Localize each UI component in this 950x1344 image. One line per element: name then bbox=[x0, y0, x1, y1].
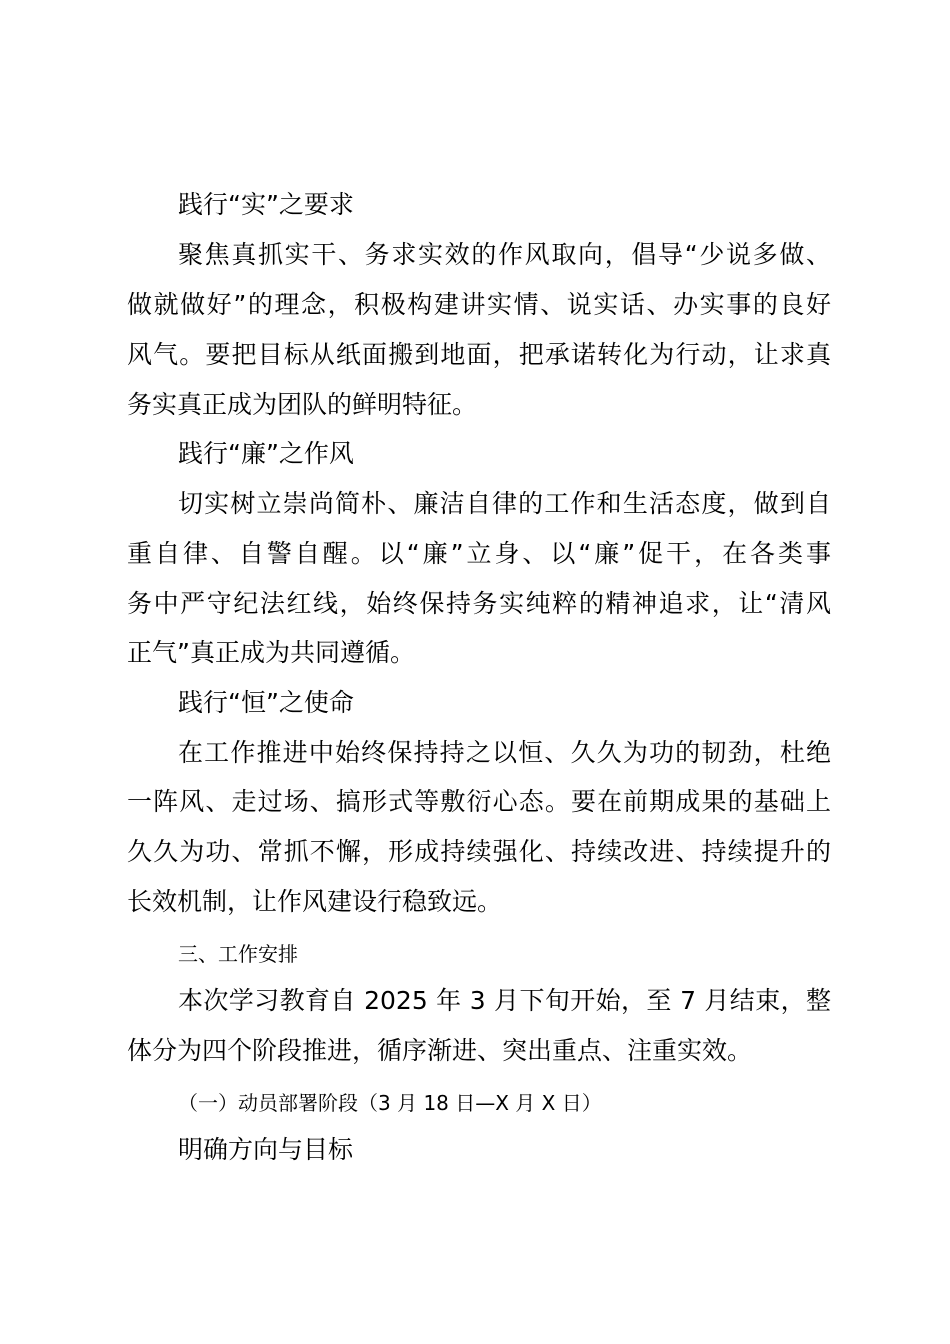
paragraph-line: 长效机制，让作风建设行稳致远。 bbox=[127, 887, 503, 916]
paragraph-line: 风气。要把目标从纸面搬到地面，把承诺转化为行动，让求真 bbox=[127, 340, 831, 369]
section-heading-work-arrangement: 三、工作安排 bbox=[178, 942, 298, 966]
paragraph-line: 聚焦真抓实干、务求实效的作风取向，倡导“少说多做、 bbox=[178, 240, 831, 269]
paragraph-line: 久久为功、常抓不懈，形成持续强化、持续改进、持续提升的 bbox=[127, 837, 831, 866]
paragraph-line: 在工作推进中始终保持持之以恒、久久为功的韧劲，杜绝 bbox=[178, 738, 831, 767]
subsection-heading-mobilization: （一）动员部署阶段（3 月 18 日—X 月 X 日） bbox=[178, 1091, 602, 1115]
heading-practice-lian: 践行“廉”之作风 bbox=[178, 439, 354, 468]
paragraph-line: 务中严守纪法红线，始终保持务实纯粹的精神追求，让“清风 bbox=[127, 589, 831, 618]
heading-direction-goals: 明确方向与目标 bbox=[178, 1135, 354, 1164]
paragraph-line: 本次学习教育自 2025 年 3 月下旬开始，至 7 月结束，整 bbox=[178, 986, 831, 1015]
paragraph-line: 切实树立崇尚简朴、廉洁自律的工作和生活态度，做到自 bbox=[178, 489, 831, 518]
paragraph-line: 重自律、自警自醒。以“廉”立身、以“廉”促干，在各类事 bbox=[127, 539, 831, 568]
paragraph-line: 一阵风、走过场、搞形式等敷衍心态。要在前期成果的基础上 bbox=[127, 787, 831, 816]
paragraph-line: 体分为四个阶段推进，循序渐进、突出重点、注重实效。 bbox=[127, 1036, 753, 1065]
paragraph-line: 务实真正成为团队的鲜明特征。 bbox=[127, 390, 478, 419]
heading-practice-shi: 践行“实”之要求 bbox=[178, 190, 354, 219]
paragraph-line: 正气”真正成为共同遵循。 bbox=[127, 638, 415, 667]
paragraph-line: 做就做好”的理念，积极构建讲实情、说实话、办实事的良好 bbox=[127, 290, 831, 319]
heading-practice-heng: 践行“恒”之使命 bbox=[178, 688, 354, 717]
